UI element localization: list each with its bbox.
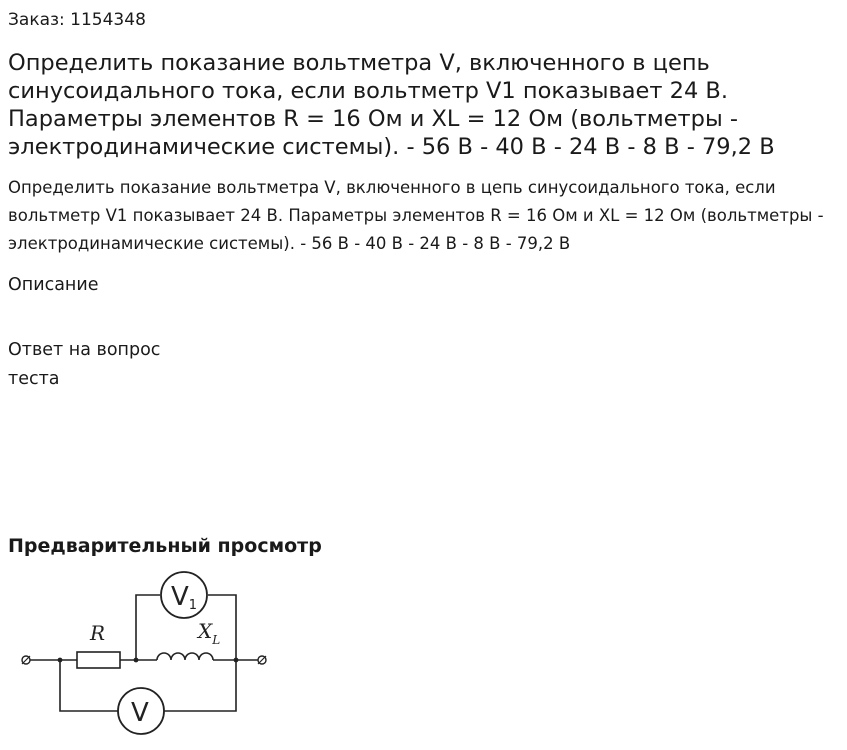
voltmeter-v1 xyxy=(161,572,207,618)
inductor-label: $X_L$ xyxy=(198,619,221,647)
left-terminal-icon xyxy=(22,656,30,664)
inductor-symbol xyxy=(157,653,213,660)
page-title: Определить показание вольтметра V, включенного в цепь синусоидального тока, если вольтметр V1 показывает 24 В. Параметры элементов R = 16 Ом и XL = 12 Ом (вольтметры - электродинамические системы). - 56 В - 40 В - 24 В - 8 В - 79,2 В xyxy=(8,50,775,160)
right-terminal-icon xyxy=(258,656,266,664)
description-label: Описание xyxy=(8,275,99,295)
circuit-diagram xyxy=(0,560,280,745)
description-text: Определить показание вольтметра V, включенного в цепь синусоидального тока, если вольтметр V1 показывает 24 В. Параметры элементов R = 16 Ом и XL = 12 Ом (вольтметры - электродинамические системы). - 56 В - 40 В - 24 В - 8 В - 79,2 В xyxy=(8,178,824,253)
answer-label: Ответ на вопрос теста xyxy=(8,340,161,389)
voltmeter-v xyxy=(118,688,164,734)
order-number: Заказ: 1154348 xyxy=(8,10,146,30)
svg-text:V1: V1 xyxy=(171,582,198,613)
resistor-label: R xyxy=(90,621,106,645)
preview-heading: Предварительный просмотр xyxy=(8,535,322,557)
svg-text:V: V xyxy=(131,698,149,728)
resistor-symbol xyxy=(77,652,120,668)
